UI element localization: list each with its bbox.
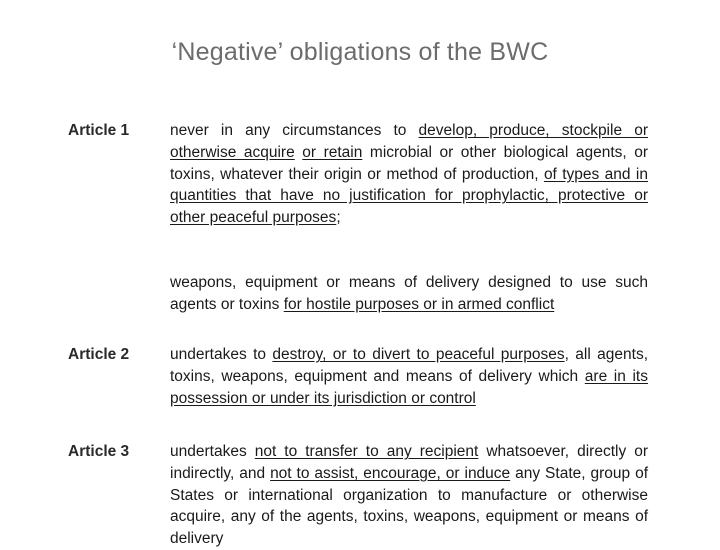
text-run: undertakes (170, 443, 255, 460)
underlined-text: not to transfer to any recipient (254, 443, 479, 460)
text-run: any State, group of States or international organization to manufacture or otherwise acquire, any of the agents, toxins, weapons, equipment or means of delivery (170, 464, 649, 548)
text-run: ; (336, 209, 341, 227)
text-run: , all agents, toxins, weapons, equipment and means of delivery which (170, 346, 648, 385)
article-1-paragraph-2 (170, 272, 648, 316)
underlined-text: develop, produce, stockpile or otherwise acquire (170, 122, 648, 161)
text-run: whatsoever, directly or indirectly, and (170, 443, 648, 482)
text-run: weapons, equipment or means of delivery designed to use such agents or toxins (170, 274, 648, 313)
article-1-label: Article 1 (68, 122, 130, 139)
underlined-text: are in its possession or under its jurisdiction or control (170, 367, 648, 407)
text-run: undertakes to (170, 346, 273, 363)
article-3-paragraph (170, 441, 648, 550)
article-1-paragraph-1 (170, 120, 648, 229)
slide-title: ‘Negative’ obligations of the BWC (171, 38, 549, 66)
text-run: microbial or other biological agents, or toxins, whatever their origin or method of production, (170, 143, 648, 183)
article-2-paragraph (170, 344, 648, 409)
underlined-text: not to assist, encourage, or induce (270, 464, 511, 482)
underlined-text: or retain (302, 143, 363, 161)
article-2-label: Article 2 (68, 346, 130, 363)
article-3-label: Article 3 (68, 443, 130, 460)
underlined-text: destroy, or to divert to peaceful purposes (272, 346, 565, 363)
text-run: never in any circumstances to (170, 122, 419, 139)
underlined-text: for hostile purposes or in armed conflict (283, 295, 555, 313)
underlined-text: of types and in quantities that have no justification for prophylactic, protective or other peaceful purposes (170, 165, 648, 227)
